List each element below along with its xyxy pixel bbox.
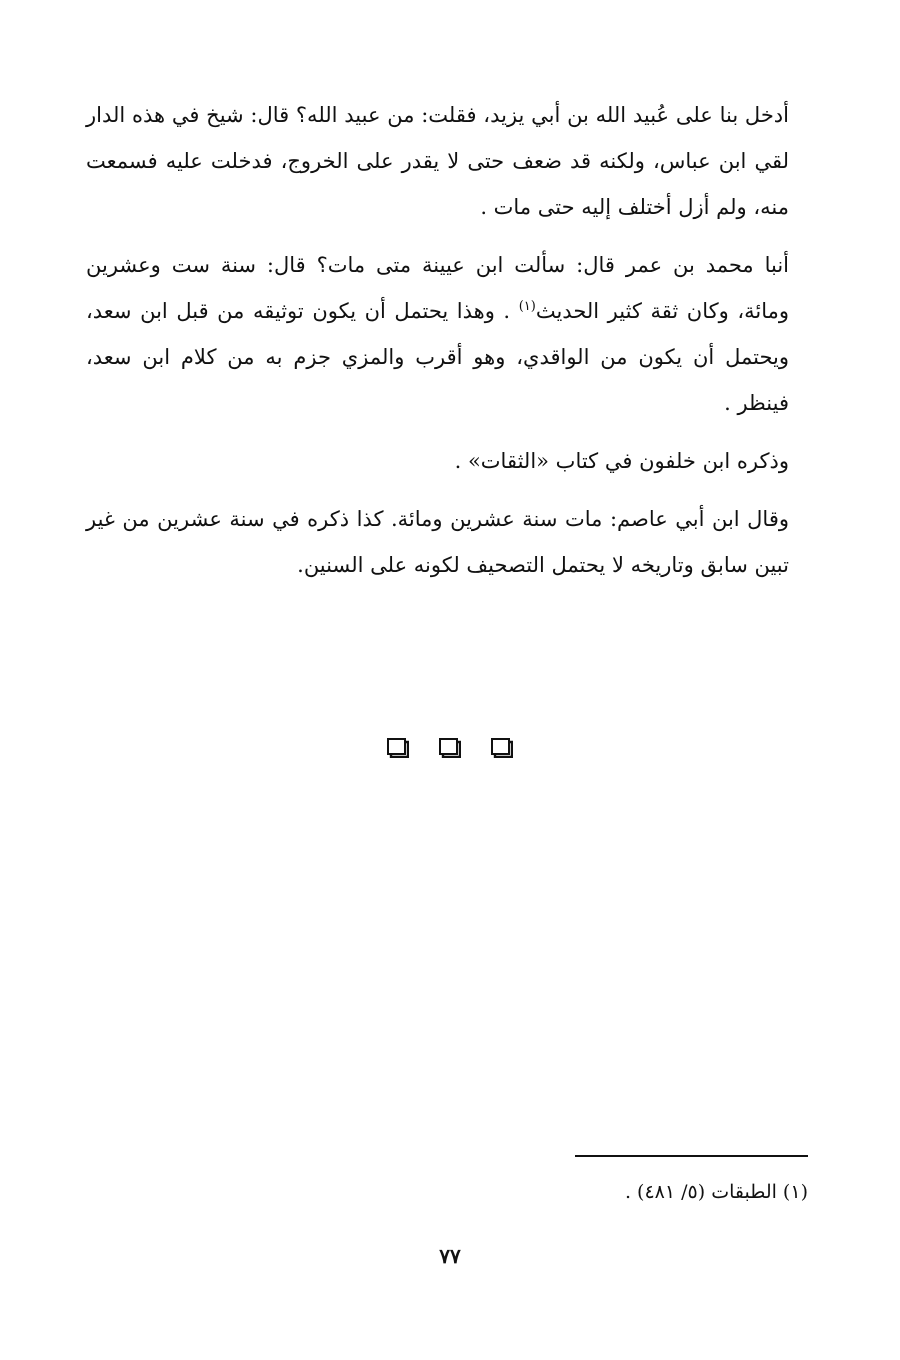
paragraph-4: وقال ابن أبي عاصم: مات سنة عشرين ومائة. كذا ذكره في سنة عشرين من غير تبين سابق وتاريخه لا يحتمل التصحيف لكونه على السنين. xyxy=(86,507,789,577)
paragraph-1: أدخل بنا على عُبيد الله بن أبي يزيد، فقلت: من عبيد الله؟ قال: شيخ في هذه الدار لقي ابن عباس، ولكنه قد ضعف حتى لا يقدر على الخروج، فدخلت عليه فسمعت منه، ولم أزل أختلف إليه حتى مات . xyxy=(86,103,789,219)
paragraph-2-text-after: . وهذا يحتمل أن يكون توثيقه من قبل ابن سعد، ويحتمل أن يكون من الواقدي، وهو أقرب والمزي جزم به من كلام ابن سعد، فينظر . xyxy=(86,299,789,415)
paragraph-3: وذكره ابن خلفون في كتاب «الثقات» . xyxy=(454,449,789,473)
ornament-square-icon xyxy=(439,738,461,758)
footnote-divider xyxy=(575,1155,808,1157)
footnote-reference: (١) xyxy=(518,299,536,314)
ornament-square-icon xyxy=(387,738,409,758)
page-number: ٧٧ xyxy=(439,1244,461,1268)
paragraph-2-text-before: أنبا محمد بن عمر قال: سألت ابن عيينة متى مات؟ قال: سنة ست وعشرين ومائة، وكان ثقة كثير الحديث xyxy=(86,253,790,323)
ornament-square-icon xyxy=(491,738,513,758)
section-end-ornaments xyxy=(0,738,900,758)
footnote: (١) الطبقات (٥/ ٤٨١) . xyxy=(624,1181,808,1203)
main-text xyxy=(86,92,789,600)
paragraph-2 xyxy=(86,242,789,426)
